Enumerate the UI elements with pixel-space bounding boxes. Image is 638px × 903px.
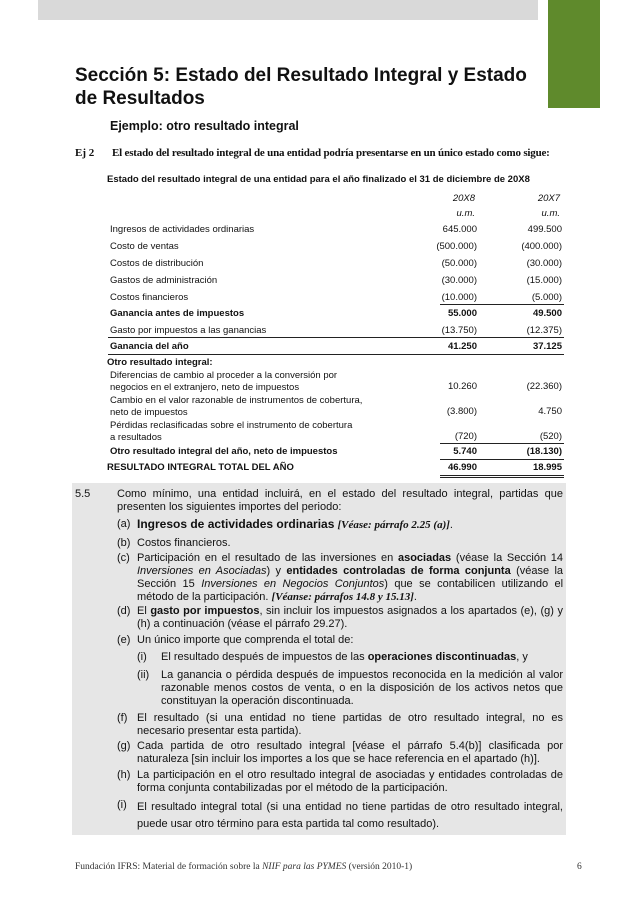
oci-value-20x8: 10.260	[447, 381, 477, 392]
row-label: Otro resultado integral del año, neto de impuestos	[110, 446, 338, 457]
row-value-20x8: (13.750)	[441, 325, 477, 336]
oci-label-line: a resultados	[110, 431, 162, 443]
col-header-20x8: 20X8	[452, 193, 475, 204]
col-unit-20x8: u.m.	[456, 208, 475, 219]
top-gray-bar	[38, 0, 538, 20]
green-tab	[548, 0, 600, 108]
row-label: Ingresos de actividades ordinarias	[110, 224, 255, 235]
table-row-subtotal	[110, 308, 565, 324]
row-value-20x8: 46.990	[447, 462, 477, 473]
row-label: Costos financieros	[110, 292, 189, 303]
paragraph-number: 5.5	[75, 488, 91, 500]
row-value-20x8: 5.740	[453, 446, 477, 457]
oci-value-20x7: (22.360)	[526, 381, 562, 392]
example-title: Ejemplo: otro resultado integral	[110, 119, 299, 133]
page-number: 6	[577, 862, 582, 872]
row-value-20x8: 55.000	[447, 308, 477, 319]
row-label: Gastos de administración	[110, 275, 218, 286]
row-value-20x8: (10.000)	[441, 292, 477, 303]
oci-label-line: neto de impuestos	[110, 406, 188, 418]
table-row	[110, 224, 565, 240]
table-row	[110, 275, 565, 291]
col-header-20x7: 20X7	[537, 193, 560, 204]
total-rule	[108, 337, 564, 338]
row-value-20x8: 645.000	[442, 224, 477, 235]
row-value-20x7: (400.000)	[521, 241, 562, 252]
row-label: Ganancia antes de impuestos	[110, 308, 245, 319]
oci-row-label	[110, 395, 370, 418]
row-value-20x8: (50.000)	[441, 258, 477, 269]
oci-label-line: Cambio en el valor razonable de instrumentos de cobertura,	[110, 395, 363, 406]
oci-value-20x7: (520)	[539, 431, 562, 442]
table-row	[110, 292, 565, 308]
row-label: RESULTADO INTEGRAL TOTAL DEL AÑO	[107, 462, 294, 473]
subtotal-rule	[440, 459, 564, 460]
row-label: Ganancia del año	[110, 341, 189, 352]
oci-heading: Otro resultado integral:	[107, 357, 213, 368]
total-rule	[108, 354, 564, 355]
oci-label-line: negocios en el extranjero, neto de impuestos	[110, 381, 300, 393]
row-value-20x7: (30.000)	[526, 258, 562, 269]
row-value-20x7: (15.000)	[526, 275, 562, 286]
double-rule	[440, 477, 564, 478]
table-row	[110, 241, 565, 257]
example-intro: El estado del resultado integral de una entidad podría presentarse en un único estado como sigue:	[112, 147, 550, 159]
row-value-20x7: 49.500	[532, 308, 562, 319]
oci-label-line: Pérdidas reclasificadas sobre el instrumento de cobertura	[110, 420, 353, 431]
row-value-20x8: (30.000)	[441, 275, 477, 286]
row-label: Gasto por impuestos a las ganancias	[110, 325, 267, 336]
row-value-20x7: 18.995	[532, 462, 562, 473]
row-label: Costos de distribución	[110, 258, 204, 269]
row-value-20x8: 41.250	[447, 341, 477, 352]
oci-label-line: Diferencias de cambio al proceder a la conversión por	[110, 370, 338, 381]
oci-value-20x7: 4.750	[538, 406, 562, 417]
double-rule	[440, 475, 564, 476]
row-value-20x7: (12.375)	[526, 325, 562, 336]
col-unit-20x7: u.m.	[541, 208, 560, 219]
example-label: Ej 2	[75, 147, 95, 159]
paragraph-intro: Como mínimo, una entidad incluirá, en el estado del resultado integral, partidas que presenten los siguientes importes del periodo:	[117, 488, 563, 513]
table-row	[110, 258, 565, 274]
subtotal-rule	[440, 443, 564, 444]
section-title: Sección 5: Estado del Resultado Integral y Estado de Resultados	[75, 65, 527, 109]
row-value-20x7: 499.500	[527, 224, 562, 235]
oci-value-20x8: (3.800)	[446, 406, 477, 417]
row-value-20x7: 37.125	[532, 341, 562, 352]
table-row	[110, 325, 565, 341]
footer-text: Fundación IFRS: Material de formación sobre la NIIF para las PYMES (versión 2010-1)	[75, 862, 413, 872]
oci-row-label	[110, 370, 370, 393]
statement-title: Estado del resultado integral de una entidad para el año finalizado el 31 de diciembre de 20X8	[107, 174, 530, 185]
row-label: Costo de ventas	[110, 241, 179, 252]
oci-row-label	[110, 420, 370, 443]
subtotal-rule	[440, 304, 564, 305]
row-value-20x7: (5.000)	[531, 292, 562, 303]
row-value-20x7: (18.130)	[526, 446, 562, 457]
oci-value-20x8: (720)	[454, 431, 477, 442]
row-value-20x8: (500.000)	[436, 241, 477, 252]
